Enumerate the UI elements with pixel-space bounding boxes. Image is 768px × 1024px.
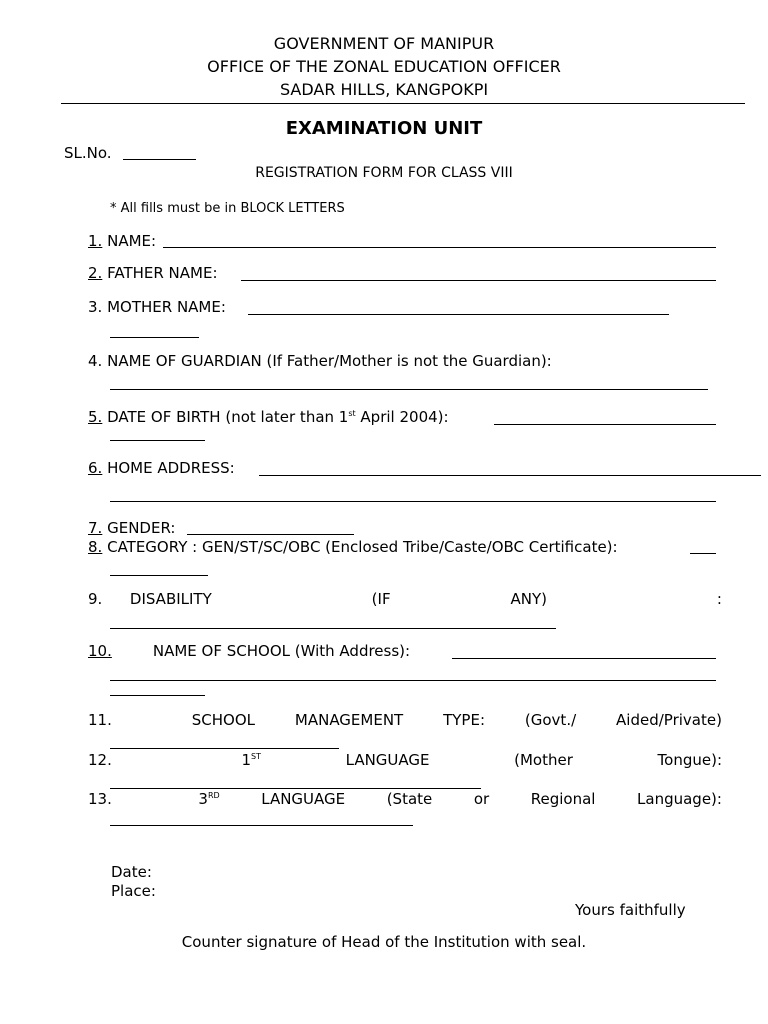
field-number: 4. xyxy=(88,352,103,370)
header-line-1: GOVERNMENT OF MANIPUR xyxy=(273,34,495,53)
field-label-word: or xyxy=(473,790,490,808)
header-divider xyxy=(61,103,745,104)
first-language-field[interactable] xyxy=(110,788,481,789)
field-label: DISABILITY xyxy=(129,590,212,608)
place-label: Place: xyxy=(111,882,156,900)
sl-no-label: SL.No. xyxy=(64,144,112,162)
field-number: 13. xyxy=(88,790,112,808)
father-name-field[interactable] xyxy=(241,280,716,281)
field-label-word: 1ST xyxy=(241,751,261,769)
home-address-field[interactable] xyxy=(259,475,761,476)
third-language-field[interactable] xyxy=(110,825,413,826)
field-number: 12. xyxy=(88,751,112,769)
dob-field-cont[interactable] xyxy=(110,440,205,441)
field-label-word: 3RD xyxy=(198,790,220,808)
field-number: 7. xyxy=(88,519,103,537)
field-8-label xyxy=(88,540,618,555)
field-label-word: Language): xyxy=(637,790,722,808)
field-11-label xyxy=(88,713,722,728)
field-9-label xyxy=(88,592,722,607)
guardian-field[interactable] xyxy=(110,389,708,390)
form-title: REGISTRATION FORM FOR CLASS VIII xyxy=(255,165,513,181)
field-2-label xyxy=(88,266,218,281)
field-13-label xyxy=(88,792,722,807)
field-number: 2. xyxy=(88,264,103,282)
date-label: Date: xyxy=(111,863,152,881)
ordinal-suffix: ST xyxy=(251,752,261,761)
field-label-word: TYPE: xyxy=(443,711,486,729)
school-field-cont[interactable] xyxy=(110,680,716,681)
category-field-cont[interactable] xyxy=(110,575,208,576)
field-12-label xyxy=(88,753,722,768)
field-label-word: ANY) xyxy=(510,590,547,608)
field-3-label xyxy=(88,300,226,315)
field-label-word: SCHOOL xyxy=(191,711,255,729)
field-number: 9. xyxy=(88,590,103,608)
field-label-word: Tongue): xyxy=(657,751,722,769)
field-label-word: (Mother xyxy=(514,751,573,769)
field-label: NAME OF SCHOOL (With Address): xyxy=(152,642,411,660)
field-6-label xyxy=(88,461,235,476)
field-label-word: (IF xyxy=(371,590,391,608)
header-line-2: OFFICE OF THE ZONAL EDUCATION OFFICER xyxy=(207,57,561,76)
field-5-label xyxy=(88,410,449,425)
mother-name-field[interactable] xyxy=(248,314,669,315)
field-label: HOME ADDRESS: xyxy=(107,459,235,477)
field-7-label xyxy=(88,521,175,536)
field-label-word: LANGUAGE xyxy=(261,790,346,808)
school-field[interactable] xyxy=(452,658,716,659)
field-label-colon: : xyxy=(716,590,722,608)
ordinal-suffix: st xyxy=(348,409,356,418)
field-1-label xyxy=(88,234,156,249)
field-label: NAME: xyxy=(107,232,157,250)
category-field[interactable] xyxy=(690,553,716,554)
home-address-field-cont[interactable] xyxy=(110,501,716,502)
field-label-word: (Govt./ xyxy=(524,711,577,729)
field-label-word: (State xyxy=(386,790,433,808)
dob-field[interactable] xyxy=(494,424,716,425)
disability-field[interactable] xyxy=(110,628,556,629)
field-number: 8. xyxy=(88,538,103,556)
field-label: GENDER: xyxy=(107,519,176,537)
sl-no-field[interactable] xyxy=(123,159,196,160)
field-number: 11. xyxy=(88,711,112,729)
field-4-label xyxy=(88,354,552,369)
field-number: 3. xyxy=(88,298,103,316)
field-number: 10. xyxy=(88,642,112,660)
field-number: 5. xyxy=(88,408,103,426)
field-label: CATEGORY : GEN/ST/SC/OBC (Enclosed Tribe/Caste/OBC Certificate): xyxy=(107,538,618,556)
management-type-field[interactable] xyxy=(110,748,339,749)
field-label: NAME OF GUARDIAN (If Father/Mother is not the Guardian): xyxy=(107,352,552,370)
field-number: 6. xyxy=(88,459,103,477)
field-number: 1. xyxy=(88,232,103,250)
counter-signature-text: Counter signature of Head of the Institution with seal. xyxy=(181,933,587,951)
field-label-word: Regional xyxy=(530,790,596,808)
header-line-3: SADAR HILLS, KANGPOKPI xyxy=(279,80,489,99)
field-label-word: LANGUAGE xyxy=(345,751,430,769)
mother-name-field-cont[interactable] xyxy=(110,337,199,338)
field-label: MOTHER NAME: xyxy=(107,298,226,316)
instruction-note: * All fills must be in BLOCK LETTERS xyxy=(110,201,345,216)
field-label: DATE OF BIRTH (not later than 1 xyxy=(107,408,349,426)
field-label-word: MANAGEMENT xyxy=(294,711,404,729)
name-field[interactable] xyxy=(163,247,716,248)
field-label: FATHER NAME: xyxy=(107,264,218,282)
field-label-cont: April 2004): xyxy=(355,408,449,426)
unit-title: EXAMINATION UNIT xyxy=(285,118,483,139)
ordinal-suffix: RD xyxy=(207,791,220,800)
gender-field[interactable] xyxy=(187,534,354,535)
field-10-label xyxy=(88,644,410,659)
closing-text: Yours faithfully xyxy=(575,901,686,919)
field-label-word: Aided/Private) xyxy=(616,711,722,729)
school-field-cont-2[interactable] xyxy=(110,695,205,696)
